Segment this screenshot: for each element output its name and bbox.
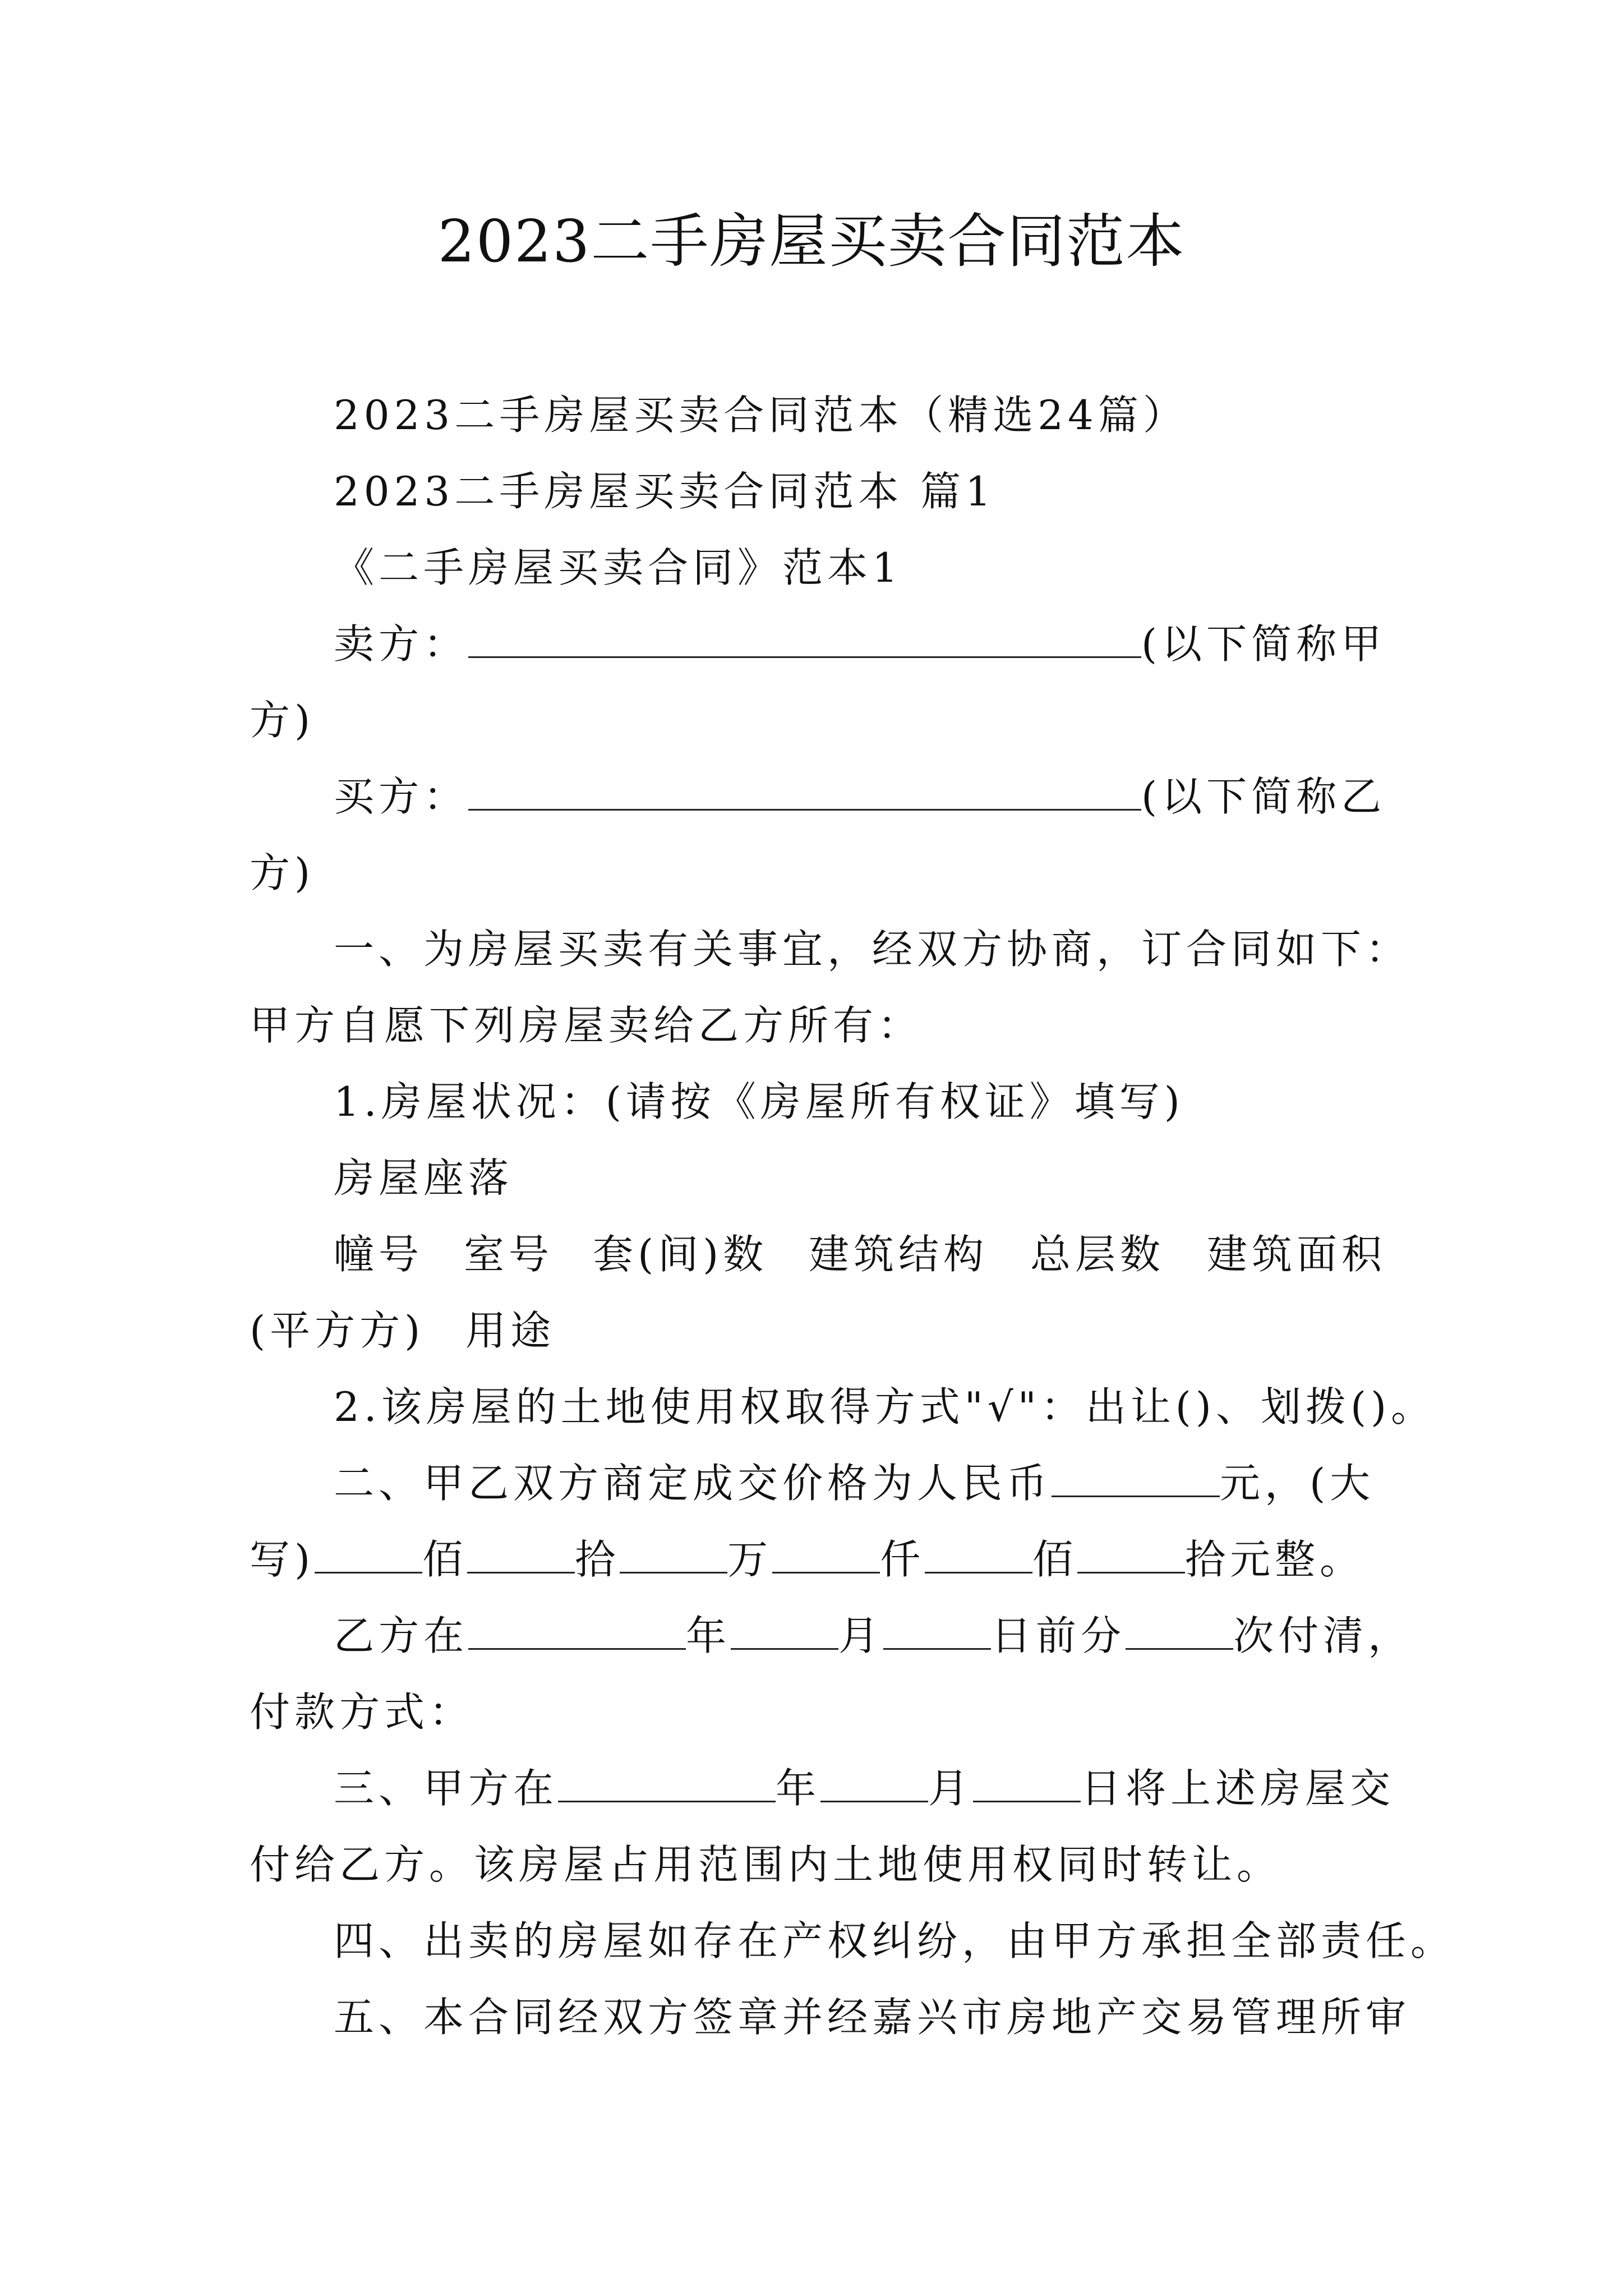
unit-wan: 万 xyxy=(727,1536,773,1583)
house-status: 1.房屋状况：(请按《房屋所有权证》填写) xyxy=(334,1078,1184,1125)
unit-bai-2: 佰 xyxy=(1032,1536,1078,1583)
payment-day-blank xyxy=(883,1609,991,1650)
price-blank-4 xyxy=(772,1533,880,1573)
payment-year: 年 xyxy=(686,1612,731,1659)
header-structure: 建筑结构 xyxy=(809,1231,989,1278)
payment-month-blank xyxy=(731,1609,838,1650)
delivery-day-blank xyxy=(973,1761,1081,1802)
buyer-suffix: (以下简称乙 xyxy=(1141,773,1386,820)
delivery-year-blank xyxy=(558,1761,776,1802)
payment-day: 日前分 xyxy=(991,1612,1126,1659)
clause1-line2: 甲方自愿下列房屋卖给乙方所有： xyxy=(250,1002,923,1049)
payment-month: 月 xyxy=(838,1612,884,1659)
price-blank-3 xyxy=(620,1533,727,1573)
price-blank-2 xyxy=(467,1533,575,1573)
unit-shi-1: 拾 xyxy=(575,1536,620,1583)
table-header-row-cont xyxy=(250,1303,555,1359)
seller-line xyxy=(334,616,1386,672)
document-title: 2023二手房屋买卖合同范本 xyxy=(437,207,1186,275)
clause5-line: 五、本合同经双方签章并经嘉兴市房地产交易管理所审 xyxy=(334,1994,1411,2041)
table-header-row xyxy=(334,1226,1386,1282)
header-room-no: 室号 xyxy=(464,1231,554,1278)
unit-shi-yuan: 拾元整。 xyxy=(1185,1536,1365,1583)
price-label: 二、甲乙双方商定成交价格为人民币 xyxy=(334,1460,1052,1507)
buyer-label: 买方： xyxy=(334,773,469,820)
price-blank-5 xyxy=(925,1533,1032,1573)
delivery-label: 三、甲方在 xyxy=(334,1765,559,1812)
house-location: 房屋座落 xyxy=(334,1154,514,1202)
payment-year-blank xyxy=(468,1609,686,1650)
price-uppercase-label: 写) xyxy=(250,1536,315,1583)
unit-qian: 仟 xyxy=(880,1536,925,1583)
clause3-line2: 付给乙方。该房屋占用范围内土地使用权同时转让。 xyxy=(250,1841,1282,1888)
buyer-name-blank xyxy=(468,770,1141,811)
payment-times-blank xyxy=(1126,1609,1233,1650)
header-floors: 总层数 xyxy=(1030,1231,1165,1278)
seller-label: 卖方： xyxy=(334,620,469,668)
payment-line1 xyxy=(334,1608,1413,1664)
clause3-line1 xyxy=(334,1760,1395,1816)
payment-times: 次付清， xyxy=(1233,1612,1413,1659)
price-blank-1 xyxy=(315,1533,422,1573)
contract-name: 《二手房屋买卖合同》范本1 xyxy=(334,544,902,591)
price-blank-6 xyxy=(1077,1533,1185,1573)
section-heading: 2023二手房屋买卖合同范本 篇1 xyxy=(334,468,995,515)
price-amount-blank xyxy=(1052,1456,1220,1497)
header-area-unit: (平方方) xyxy=(250,1307,425,1354)
delivery-year: 年 xyxy=(776,1765,821,1812)
delivery-month: 月 xyxy=(928,1765,974,1812)
seller-suffix: (以下简称甲 xyxy=(1141,620,1386,668)
payment-label: 乙方在 xyxy=(334,1612,469,1659)
price-currency: 元，(大 xyxy=(1220,1460,1375,1507)
header-building-no: 幢号 xyxy=(334,1231,424,1278)
clause1-line1: 一、为房屋买卖有关事宜，经双方协商，订合同如下： xyxy=(334,926,1411,973)
header-room-count: 套(间)数 xyxy=(593,1231,768,1278)
buyer-line xyxy=(334,769,1386,825)
seller-continuation: 方) xyxy=(250,697,315,744)
document-subtitle: 2023二手房屋买卖合同范本（精选24篇） xyxy=(334,392,1188,439)
header-area: 建筑面积 xyxy=(1207,1231,1387,1278)
clause4-line: 四、出卖的房屋如存在产权纠纷，由甲方承担全部责任。 xyxy=(334,1917,1456,1964)
land-use-line: 2.该房屋的土地使用权取得方式"√"：出让()、划拨()。 xyxy=(334,1383,1436,1430)
buyer-continuation: 方) xyxy=(250,849,315,896)
seller-name-blank xyxy=(468,617,1141,658)
delivery-month-blank xyxy=(820,1761,928,1802)
clause2-line2 xyxy=(250,1531,1364,1588)
unit-bai-1: 佰 xyxy=(422,1536,468,1583)
payment-line2: 付款方式： xyxy=(250,1688,474,1736)
delivery-rest: 日将上述房屋交 xyxy=(1081,1765,1395,1812)
header-usage: 用途 xyxy=(465,1307,556,1354)
clause2-line1 xyxy=(334,1455,1375,1511)
